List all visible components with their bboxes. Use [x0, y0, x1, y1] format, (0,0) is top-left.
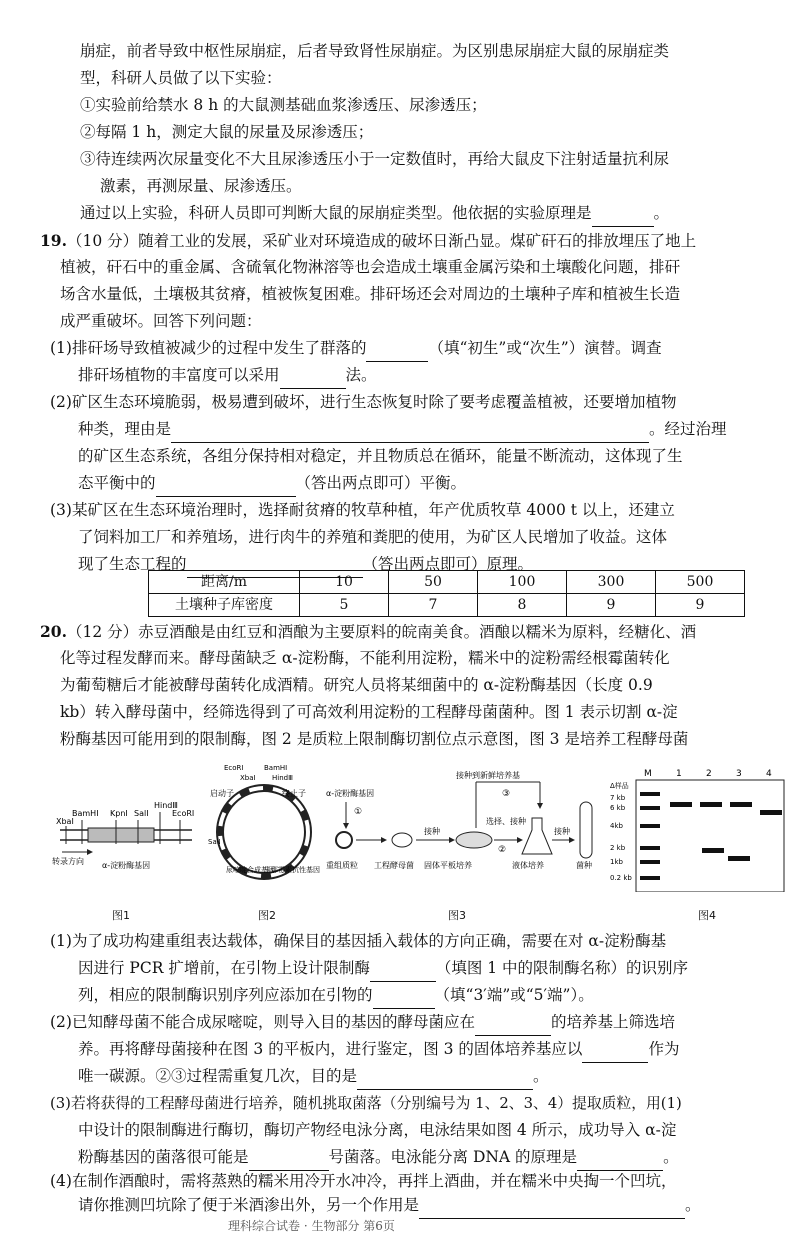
gel-band [640, 806, 660, 810]
lane-label: M [644, 769, 652, 779]
marker-title: Δ样品 [610, 782, 629, 790]
q18-step-1: ①实验前给禁水 8 h 的大鼠测基础血浆渗透压、尿渗透压； [80, 96, 487, 114]
yeast-label: 工程酵母菌 [374, 861, 414, 870]
enzyme-label: SalⅠ [134, 809, 149, 818]
q19-part-3: (3)某矿区在生态环境治理时，选择耐贫瘠的牧草种植，年产优质牧草 4000 t 以上，还建立 [50, 501, 675, 519]
q20-intro: 为葡萄糖后才能被酵母菌转化成酒精。研究人员将某细菌中的 α-淀粉酶基因（长度 0.9 [60, 676, 653, 694]
size-label: 6 kb [610, 804, 626, 812]
enzyme-label: EcoRⅠ [172, 809, 195, 818]
question-number: 19. [40, 231, 67, 250]
q18-step-3: ③待连续两次尿量变化不大且尿渗透压小于一定数值时，再给大鼠皮下注射适量抗利尿 [80, 150, 670, 168]
answer-blank[interactable] [419, 1198, 685, 1219]
liquid-label: 液体培养 [512, 861, 544, 870]
gene-label: α-淀粉酶基因 [326, 789, 375, 798]
size-label: 0.2 kb [610, 874, 632, 882]
size-label: 2 kb [610, 844, 626, 852]
plate-label: 固体平板培养 [424, 861, 472, 870]
lane-label: 2 [706, 769, 712, 779]
gene-label: α-淀粉酶基因 [102, 861, 151, 870]
step-label: ③ [502, 789, 511, 799]
site-label: HindⅢ [272, 774, 293, 782]
q20-part-4: (4)在制作酒酿时，需将蒸熟的糯米用冷开水冲冷，再拌上酒曲，并在糯米中央掏一个凹坑， [50, 1172, 677, 1190]
q20-intro: 20.（12 分）赤豆酒酿是由红豆和酒酿为主要原料的皖南美食。酒酿以糯米为原料，经糖化、酒 [40, 622, 697, 641]
table-row [149, 571, 745, 594]
size-label: 7 kb [610, 794, 626, 802]
q20-part-3: 粉酶基因的菌落很可能是 号菌落。电泳能分离 DNA 的原理是 。 [78, 1144, 679, 1171]
enzyme-label: HindⅢ [154, 801, 178, 810]
q19-part-2: 种类，理由是 。经过治理 [78, 416, 727, 443]
answer-blank[interactable] [373, 988, 435, 1009]
answer-blank[interactable] [156, 476, 296, 497]
q20-part-3: 中设计的限制酶进行酶切，酶切产物经电泳分离，电泳结果如图 4 所示，成功导入 α-淀 [78, 1121, 677, 1139]
figure-3-culture-flow [326, 768, 616, 888]
gel-band [640, 846, 660, 850]
step-label: ① [354, 807, 363, 817]
q18-step-3-cont: 激素，再测尿量、尿渗透压。 [100, 177, 302, 195]
answer-blank[interactable] [366, 341, 428, 362]
gel-band [702, 848, 724, 853]
q19-part-3: 现了生态工程的 （答出两点即可）原理。 [78, 551, 533, 578]
inoc-label: 接种 [554, 827, 570, 836]
table-cell: 50 [389, 571, 478, 594]
table-row [149, 594, 745, 617]
lane-label: 4 [766, 769, 772, 779]
figure-1-enzyme-map [52, 768, 212, 888]
q20-part-3: (3)若将获得的工程酵母菌进行培养，随机挑取菌落（分别编号为 1、2、3、4）提取质粒，用(1) [50, 1095, 682, 1112]
answer-blank[interactable] [280, 368, 346, 389]
q20-part-4: 请你推测凹坑除了便于米酒渗出外，另一个作用是 。 [78, 1192, 701, 1219]
q20-part-1: 列，相应的限制酶识别序列应添加在引物的 （填“3′端”或“5′端”）。 [78, 982, 594, 1009]
enzyme-label: XbaⅠ [56, 817, 74, 826]
q19-intro: 植被，矸石中的重金属、含硫氧化物淋溶等也会造成土壤重金属污染和土壤酸化问题，排矸 [60, 258, 681, 276]
enzyme-label: BamHⅠ [72, 809, 99, 818]
q18-line: 型，科研人员做了以下实验： [80, 69, 282, 87]
table-cell: 7 [389, 594, 478, 617]
table-header: 土壤种子库密度 [149, 594, 300, 617]
recomb-label: 重组质粒 [326, 861, 358, 870]
store-label: 菌种 [576, 861, 592, 870]
q19-part-2: 态平衡中的 （答出两点即可）平衡。 [78, 470, 466, 497]
q19-part-1: (1)排矸场导致植被减少的过程中发生了群落的 （填“初生”或“次生”）演替。调查 [50, 335, 662, 362]
inoc-label: 接种 [424, 827, 440, 836]
table-cell: 9 [567, 594, 656, 617]
pick-label: 接种到新鲜培养基 [456, 771, 520, 780]
gel-band [640, 860, 660, 864]
q19-intro: 19.（10 分）随着工业的发展，采矿业对环境造成的破坏日渐凸显。煤矿矸石的排放埋压了地上 [40, 231, 697, 250]
gel-band [640, 824, 660, 828]
table-cell: 10 [300, 571, 389, 594]
q18-step-2: ②每隔 1 h，测定大鼠的尿量及尿渗透压； [80, 123, 374, 141]
site-label: XbaⅠ [240, 774, 256, 782]
promoter-label: 启动子 [210, 789, 234, 798]
q20-part-2: (2)已知酵母菌不能合成尿嘧啶，则导入目的基因的酵母菌应在 的培养基上筛选培 [50, 1009, 675, 1036]
q20-intro: 粉酶基因可能用到的限制酶，图 2 是质粒上限制酶切割位点示意图，图 3 是培养工程酵母菌 [60, 730, 689, 748]
gel-band [640, 876, 660, 880]
table-cell: 500 [656, 571, 745, 594]
gel-band [700, 802, 722, 807]
site-label: SalⅠ [208, 838, 221, 846]
q20-part-2: 养。再将酵母菌接种在图 3 的平板内，进行鉴定，图 3 的固体培养基应以 作为 [78, 1036, 679, 1063]
q18-line: 崩症，前者导致中枢性尿崩症，后者导致肾性尿崩症。为区别患尿崩症大鼠的尿崩症类 [80, 42, 670, 60]
gel-band [728, 856, 750, 861]
gel-band [640, 792, 660, 796]
answer-blank[interactable] [592, 206, 654, 227]
table-cell: 100 [478, 571, 567, 594]
q19-part-2: 的矿区生态系统，各组分保持相对稳定，并且物质总在循环，能量不断流动，这体现了生 [78, 447, 683, 465]
q19-part-3: 了饲料加工厂和养殖场，进行肉牛的养殖和粪肥的使用，为矿区人民增加了收益。这体 [78, 528, 668, 546]
step-label: ② [498, 845, 507, 855]
figure-caption: 图1 [112, 909, 130, 922]
enzyme-label: KpnⅠ [110, 809, 128, 818]
q19-part-2: (2)矿区生态环境脆弱，极易遭到破坏，进行生态恢复时除了要考虑覆盖植被，还要增加植物 [50, 393, 677, 411]
answer-blank[interactable] [357, 1069, 533, 1090]
transcription-direction-label: 转录方向 [52, 857, 84, 866]
page-footer: 理科综合试卷 · 生物部分 第6页 [228, 1219, 395, 1233]
table-cell: 9 [656, 594, 745, 617]
table-cell: 8 [478, 594, 567, 617]
lane-label: 1 [676, 769, 682, 779]
ura-gene-label: 尿嘧啶合成基因 [226, 866, 275, 874]
site-label: BamHⅠ [264, 764, 288, 772]
answer-blank[interactable] [475, 1015, 551, 1036]
table-cell: 5 [300, 594, 389, 617]
select-label: 选择、接种 [486, 817, 526, 826]
q20-part-2: 唯一碳源。②③过程需重复几次，目的是 。 [78, 1063, 549, 1090]
seed-bank-table [148, 570, 745, 617]
figure-caption: 图3 [448, 909, 466, 922]
table-header: 距离/m [149, 571, 300, 594]
q19-intro: 成严重破坏。回答下列问题： [60, 312, 262, 330]
q19-intro: 场含水量低，土壤极其贫瘠，植被恢复困难。排矸场还会对周边的土壤种子库和植被生长造 [60, 285, 681, 303]
answer-blank[interactable] [171, 422, 649, 443]
gel-band [670, 802, 692, 807]
figure-4-gel [610, 766, 790, 892]
q20-intro: 化等过程发酵而来。酵母菌缺乏 α-淀粉酶，不能利用淀粉，糯米中的淀粉需经根霉菌转化 [60, 649, 670, 667]
lane-label: 3 [736, 769, 742, 779]
answer-blank[interactable] [370, 961, 436, 982]
q18-conclusion: 通过以上实验，科研人员即可判断大鼠的尿崩症类型。他依据的实验原理是 。 [80, 200, 669, 227]
q20-part-1: (1)为了成功构建重组表达载体，确保目的基因插入载体的方向正确，需要在对 α-淀粉酶基 [50, 932, 667, 950]
figure-caption: 图4 [698, 909, 716, 922]
gel-band [760, 810, 782, 815]
figure-2-plasmid-map [206, 760, 326, 896]
kana-gene-label: 卡那霉素抗性基因 [264, 866, 320, 874]
gel-band [730, 802, 752, 807]
q19-part-1: 排矸场植物的丰富度可以采用 法。 [78, 362, 377, 389]
q20-part-1: 因进行 PCR 扩增前，在引物上设计限制酶 （填图 1 中的限制酶名称）的识别序 [78, 955, 688, 982]
size-label: 4kb [610, 822, 623, 830]
q20-intro: kb）转入酵母菌中，经筛选得到了可高效利用淀粉的工程酵母菌菌种。图 1 表示切割 α-淀 [60, 703, 678, 721]
table-cell: 300 [567, 571, 656, 594]
site-label: EcoRⅠ [224, 764, 244, 772]
figure-caption: 图2 [258, 909, 276, 922]
answer-blank[interactable] [582, 1042, 648, 1063]
terminator-label: 终止子 [282, 789, 306, 798]
question-number: 20. [40, 622, 67, 641]
size-label: 1kb [610, 858, 623, 866]
